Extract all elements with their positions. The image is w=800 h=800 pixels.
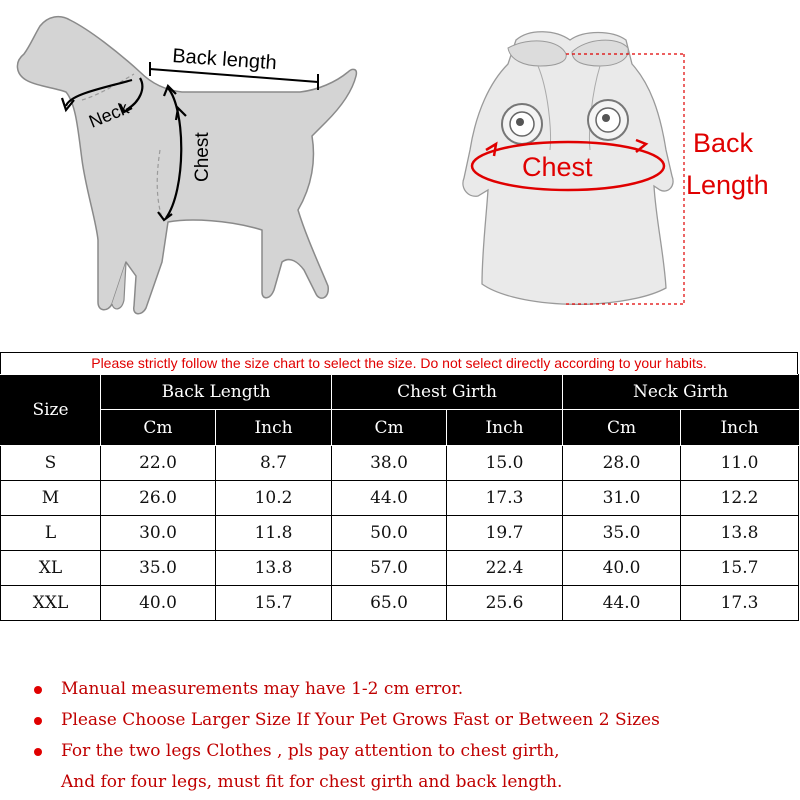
value-cell: 13.8 [216,551,332,586]
value-cell: 31.0 [563,481,681,516]
size-cell: M [1,481,101,516]
value-cell: 35.0 [563,516,681,551]
size-chart-table [0,374,799,621]
bullet-icon [34,686,42,694]
note-text: Please Choose Larger Size If Your Pet Grows Fast or Between 2 Sizes [61,710,660,730]
chest-girth-header: Chest Girth [332,375,563,410]
table-row [1,551,799,586]
back-length-header: Back Length [101,375,332,410]
value-cell: 11.8 [216,516,332,551]
value-cell: 15.0 [447,446,563,481]
value-cell: 11.0 [681,446,799,481]
value-cell: 38.0 [332,446,447,481]
dog-illustration [17,17,356,314]
table-row [1,586,799,621]
note-text: For the two legs Clothes , pls pay attention to chest girth, [61,741,560,761]
value-cell: 10.2 [216,481,332,516]
value-cell: 26.0 [101,481,216,516]
value-cell: 44.0 [563,586,681,621]
unit-header: Cm [332,410,447,446]
back-length-measure [150,45,318,90]
value-cell: 40.0 [101,586,216,621]
value-cell: 13.8 [681,516,799,551]
value-cell: 50.0 [332,516,447,551]
measurement-illustration [0,0,800,340]
value-cell: 8.7 [216,446,332,481]
value-cell: 44.0 [332,481,447,516]
note-item-continued [34,767,774,798]
value-cell: 28.0 [563,446,681,481]
unit-header: Inch [447,410,563,446]
table-row [1,481,799,516]
chest-label: Chest [192,132,213,182]
size-cell: XL [1,551,101,586]
value-cell: 17.3 [681,586,799,621]
table-row [1,446,799,481]
hoodie-illustration [463,32,769,305]
hoodie-back-label: Back [693,128,754,158]
neck-girth-header: Neck Girth [563,375,799,410]
size-cell: S [1,446,101,481]
note-text: And for four legs, must fit for chest girth and back length. [61,772,563,792]
value-cell: 57.0 [332,551,447,586]
value-cell: 19.7 [447,516,563,551]
note-item [34,736,774,767]
neck-label: Neck [86,97,132,132]
unit-header: Inch [681,410,799,446]
value-cell: 15.7 [216,586,332,621]
value-cell: 30.0 [101,516,216,551]
unit-header: Inch [216,410,332,446]
table-row [1,516,799,551]
back-length-label: Back length [171,45,278,75]
value-cell: 17.3 [447,481,563,516]
size-cell: L [1,516,101,551]
bullet-icon [34,748,42,756]
value-cell: 12.2 [681,481,799,516]
hoodie-chest-label: Chest [522,152,593,182]
value-cell: 15.7 [681,551,799,586]
value-cell: 35.0 [101,551,216,586]
note-item [34,674,774,705]
value-cell: 25.6 [447,586,563,621]
size-chart-notice: Please strictly follow the size chart to select the size. Do not select directly according to your habits. [0,352,798,374]
size-notes [34,674,774,798]
hoodie-length-label: Length [686,170,769,200]
note-item [34,705,774,736]
value-cell: 22.0 [101,446,216,481]
size-column-header: Size [1,375,101,446]
unit-header: Cm [563,410,681,446]
value-cell: 22.4 [447,551,563,586]
size-cell: XXL [1,586,101,621]
value-cell: 40.0 [563,551,681,586]
value-cell: 65.0 [332,586,447,621]
note-text: Manual measurements may have 1-2 cm error. [61,679,464,699]
unit-header: Cm [101,410,216,446]
bullet-icon [34,717,42,725]
